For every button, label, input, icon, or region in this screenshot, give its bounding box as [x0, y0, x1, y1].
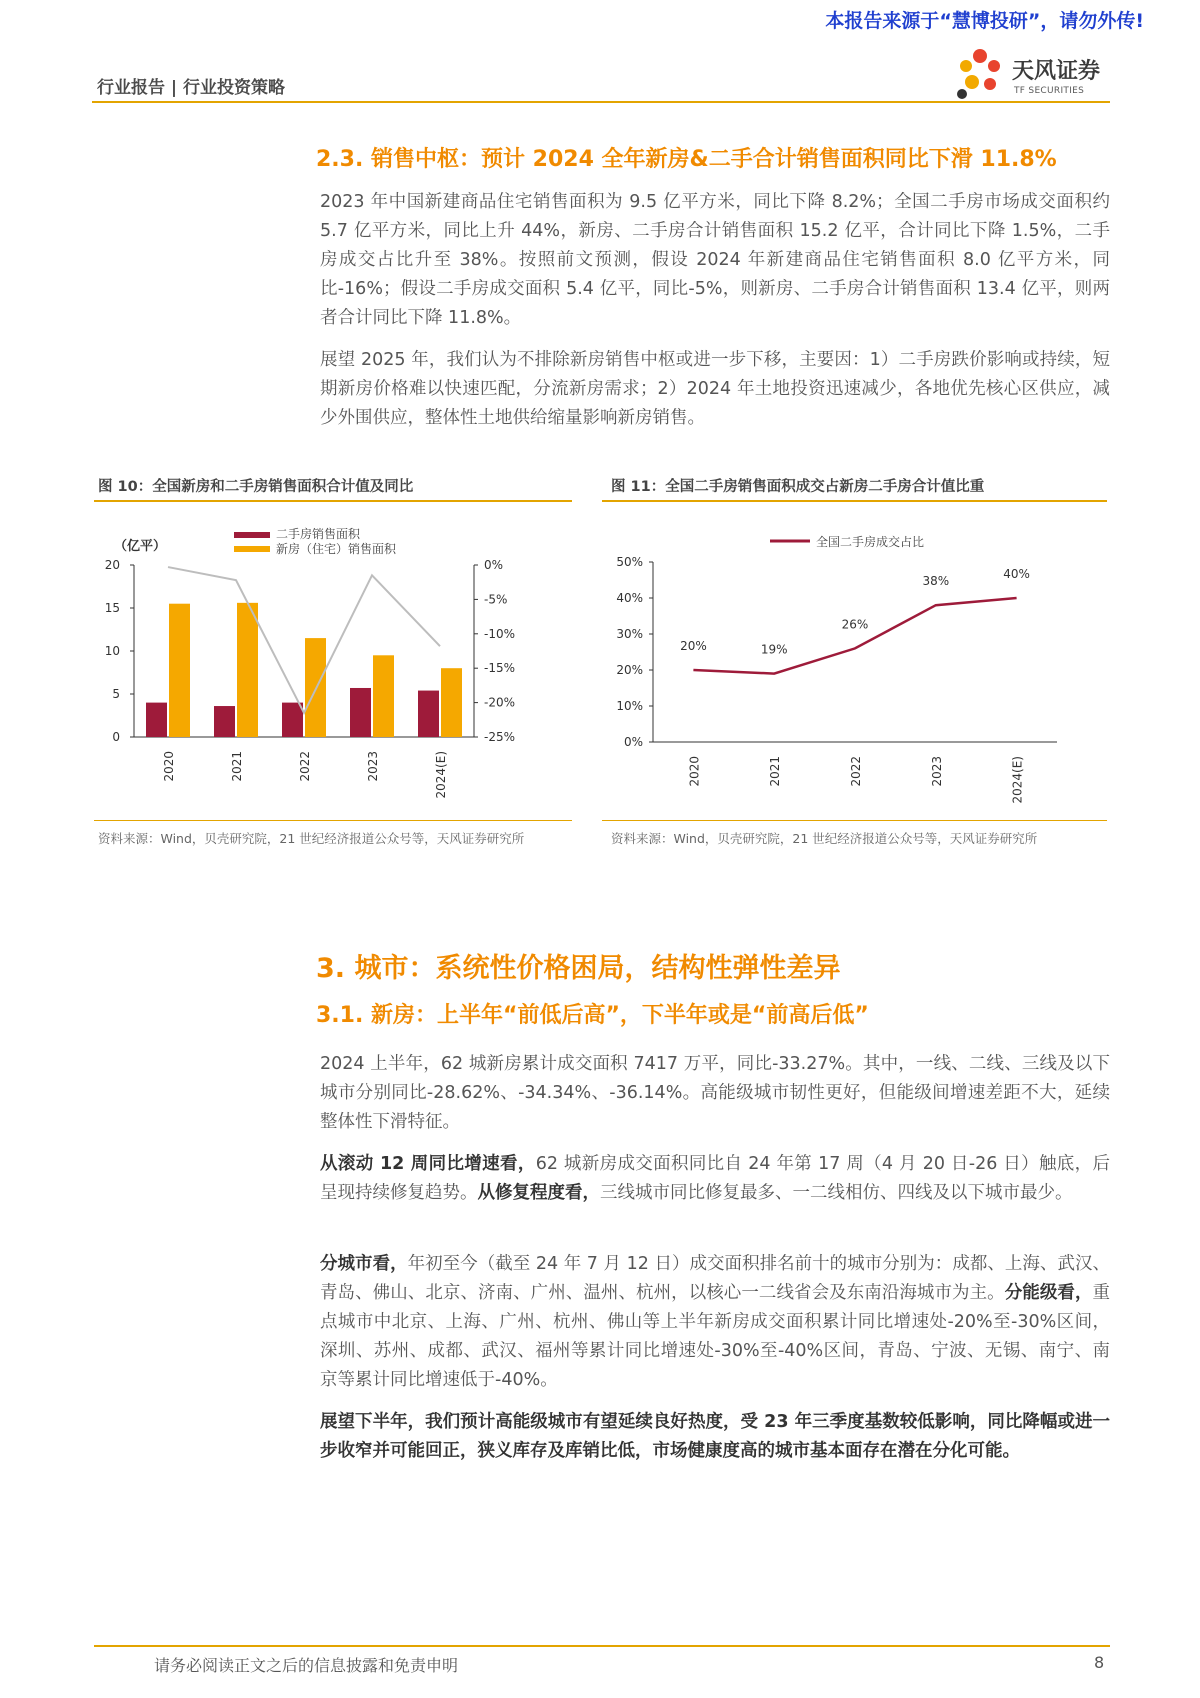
paragraph: 展望 2025 年，我们认为不排除新房销售中枢或进一步下移，主要因：1）二手房跌价影响或持续，短期新房价格难以快速匹配，分流新房需求；2）2024 年土地投资迅速减少，各地优先核心区供应，减少外围供应，整体性土地供给缩量影响新房销售。: [320, 350, 1110, 428]
x-tick-label: 2024(E): [434, 751, 448, 799]
x-tick-label: 2021: [768, 756, 783, 787]
page-number: 8: [1094, 1653, 1105, 1672]
legend-label-second-hand: 二手房销售面积: [276, 527, 361, 541]
figure-10-bottom-rule: [94, 820, 572, 821]
bar-second-hand: [418, 691, 439, 737]
x-tick-label: 2020: [687, 756, 702, 787]
y2-tick-label: -25%: [484, 730, 516, 744]
legend-swatch-new-home: [234, 546, 270, 552]
data-label: 26%: [841, 617, 869, 632]
watermark-notice: 本报告来源于“慧博投研”，请勿外传!: [825, 10, 1144, 32]
company-logo: [950, 46, 1150, 104]
data-label: 19%: [760, 642, 788, 657]
x-tick-label: 2020: [162, 751, 176, 782]
y-tick-label: 20: [104, 558, 120, 572]
paragraph-text: 三线城市同比修复最多、一二线相仿、四线及以下城市最少。: [600, 1183, 1073, 1203]
bold-lead: 分城市看，: [320, 1254, 408, 1274]
y2-tick-label: -20%: [484, 695, 516, 710]
y-tick-label: 15: [104, 601, 120, 615]
x-tick-label: 2024(E): [1010, 756, 1025, 804]
footer-rule: [94, 1645, 1110, 1647]
paragraph-bold: 展望下半年，我们预计高能级城市有望延续良好热度，受 23 年三季度基数较低影响，同比降幅或进一步收窄并可能回正，狭义库存及库销比低，市场健康度高的城市基本面存在潜在分化可能。: [320, 1412, 1110, 1461]
bar-new-home: [441, 668, 462, 737]
y-tick-label: 10%: [616, 699, 643, 713]
paragraph: 2023 年中国新建商品住宅销售面积为 9.5 亿平方米，同比下降 8.2%；全国二手房市场成交面积约 5.7 亿平方米，同比上升 44%，新房、二手房合计销售面积 15.2 亿平，合计同比下降 1.5%，二手房成交占比升至 38%。按照前文预测，假设 2024 年新建商品住宅销售面积 8.0 亿平方米，同比-16%；假设二手房成交面积 5.4 亿平，同比-5%，则新房、二手房合计销售面积 13.4 亿平，则两者合计同比下降 11.8%。: [320, 192, 1110, 328]
bar-second-hand: [214, 706, 235, 737]
y-tick-label: 0: [112, 730, 120, 744]
data-label: 40%: [1003, 567, 1030, 581]
bold-lead: 从滚动 12 周同比增速看，: [320, 1154, 536, 1174]
paragraph: [320, 1250, 1110, 1395]
figure-10-source: 资料来源：Wind，贝壳研究院，21 世纪经济报道公众号等，天风证券研究所: [98, 831, 525, 846]
figure-11-top-rule: [602, 500, 1107, 502]
paragraph: 2024 上半年，62 城新房累计成交面积 7417 万平，同比-33.27%。其中，一线、二线、三线及以下城市分别同比-28.62%、-34.34%、-36.14%。高能级城市韧性更好，但能级间增速差距不大，延续整体性下滑特征。: [320, 1054, 1110, 1132]
bold-lead: 从修复程度看，: [477, 1183, 600, 1203]
figure-10-title: 图 10：全国新房和二手房销售面积合计值及同比: [98, 479, 414, 495]
bar-new-home: [169, 604, 190, 737]
x-tick-label: 2021: [230, 751, 244, 782]
yoy-line: [168, 567, 440, 713]
bar-second-hand: [146, 703, 167, 737]
section-heading-3-1: 3.1. 新房：上半年“前低后高”，下半年或是“前高后低”: [316, 1003, 869, 1028]
footer-disclaimer: 请务必阅读正文之后的信息披露和免责申明: [154, 1656, 459, 1675]
logo-name-cn: 天风证券: [1012, 59, 1101, 84]
y-tick-label: 10: [104, 644, 120, 658]
x-tick-label: 2023: [366, 751, 380, 782]
section-heading-3: 3. 城市：系统性价格困局，结构性弹性差异: [316, 953, 841, 984]
bar-second-hand: [282, 703, 303, 737]
legend-label: 全国二手房成交占比: [816, 535, 925, 549]
bar-second-hand: [350, 688, 371, 737]
y2-tick-label: -15%: [484, 661, 516, 676]
section-heading-2-3: 2.3. 销售中枢：预计 2024 全年新房&二手合计销售面积同比下滑 11.8%: [316, 147, 1057, 172]
y-tick-label: 20%: [616, 663, 643, 677]
figure-10-chart: [94, 505, 572, 820]
paragraph-text: 62 城新房成交面积同比自 24 年第 17 周（4 月 20 日-26 日）触底，后呈现持续修复趋势。: [320, 1154, 1110, 1203]
y2-tick-label: -5%: [484, 592, 508, 607]
header-rule: [92, 101, 1110, 103]
paragraph: [320, 1150, 1110, 1208]
logo-name-en: TF SECURITIES: [1014, 86, 1085, 96]
y2-tick-label: -10%: [484, 626, 516, 641]
bar-new-home: [373, 655, 394, 737]
y-tick-label: 30%: [616, 627, 643, 641]
logo-mark-icon: [950, 46, 1010, 104]
y2-tick-label: 0%: [484, 558, 504, 572]
bold-lead: 分能级看，: [1004, 1283, 1093, 1303]
paragraph-text: 年初至今（截至 24 年 7 月 12 日）成交面积排名前十的城市分别为：成都、上海、武汉、青岛、佛山、北京、济南、广州、温州、杭州，以核心一二线省会及东南沿海城市为主。: [320, 1254, 1111, 1303]
y-tick-label: 5: [112, 687, 120, 701]
paragraph-text: 重点城市中北京、上海、广州、杭州、佛山等上半年新房成交面积累计同比增速处-20%至-30%区间，深圳、苏州、成都、武汉、福州等累计同比增速处-30%至-40%区间，青岛、宁波、无锡、南宁、南京等累计同比增速低于-40%。: [320, 1283, 1111, 1390]
figure-11-chart: [602, 505, 1107, 820]
y-tick-label: 0%: [623, 735, 643, 749]
figure-11-title: 图 11：全国二手房销售面积成交占新房二手房合计值比重: [611, 479, 985, 495]
x-tick-label: 2023: [929, 756, 944, 787]
figure-11-bottom-rule: [602, 820, 1107, 821]
y-tick-label: 50%: [616, 555, 643, 569]
legend-label-new-home: 新房（住宅）销售面积: [276, 542, 397, 556]
legend-swatch-second-hand: [234, 532, 270, 538]
x-tick-label: 2022: [298, 751, 312, 782]
share-line: [693, 598, 1016, 674]
x-tick-label: 2022: [849, 756, 863, 787]
figure-11-source: 资料来源：Wind，贝壳研究院，21 世纪经济报道公众号等，天风证券研究所: [611, 831, 1038, 846]
bar-new-home: [237, 603, 258, 737]
data-label: 20%: [680, 639, 707, 653]
figure-10-top-rule: [94, 500, 572, 502]
y-axis-unit: （亿平）: [114, 539, 167, 554]
data-label: 38%: [922, 574, 950, 589]
report-category: 行业报告 | 行业投资策略: [97, 78, 286, 98]
y-tick-label: 40%: [616, 591, 643, 605]
